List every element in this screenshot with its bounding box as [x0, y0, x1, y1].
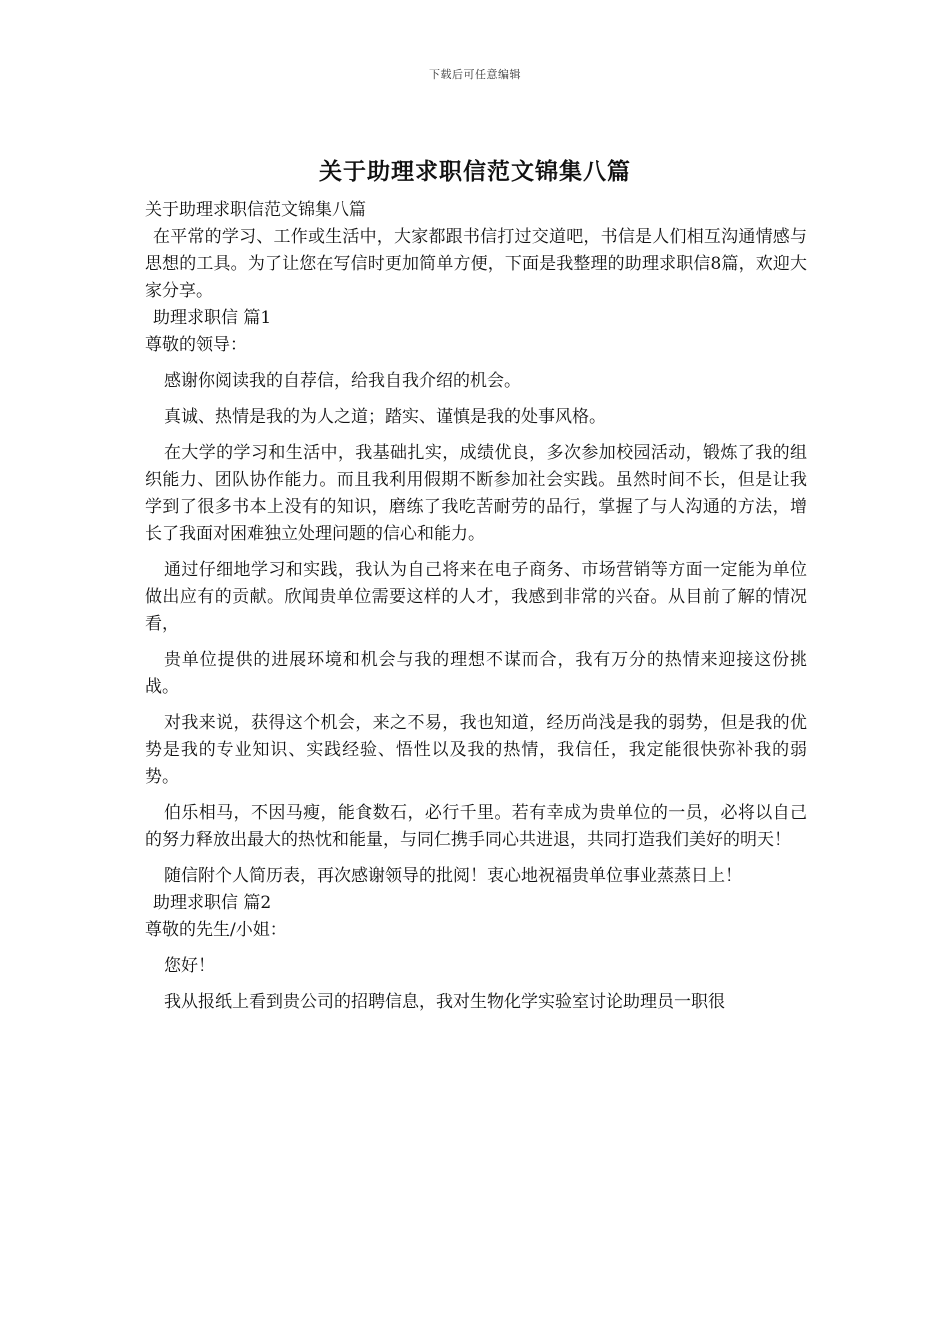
- document-body: [145, 197, 807, 1016]
- letter1-paragraph-6: 对我来说，获得这个机会，来之不易，我也知道，经历尚浅是我的弱势，但是我的优势是我的专业知识、实践经验、悟性以及我的热情，我信任，我定能很快弥补我的弱势。: [145, 713, 807, 787]
- letter2-heading: 助理求职信 篇2: [153, 893, 272, 913]
- document-subtitle: 关于助理求职信范文锦集八篇: [145, 200, 366, 220]
- page-header-note: 下载后可任意编辑: [429, 68, 521, 81]
- letter1-paragraph-3: 在大学的学习和生活中，我基础扎实，成绩优良，多次参加校园活动，锻炼了我的组织能力、团队协作能力。而且我利用假期不断参加社会实践。虽然时间不长，但是让我学到了很多书本上没有的知识，磨练了我吃苦耐劳的品行，掌握了与人沟通的方法，增长了我面对困难独立处理问题的信心和能力。: [145, 443, 807, 544]
- letter1-paragraph-5: 贵单位提供的进展环境和机会与我的理想不谋而合，我有万分的热情来迎接这份挑战。: [145, 650, 807, 697]
- letter1-salutation: 尊敬的领导：: [145, 335, 247, 355]
- letter1-paragraph-7: 伯乐相马，不因马瘦，能食数石，必行千里。若有幸成为贵单位的一员，必将以自己的努力释放出最大的热忱和能量，与同仁携手同心共进退，共同打造我们美好的明天！: [145, 803, 807, 850]
- letter1-paragraph-2: 真诚、热情是我的为人之道；踏实、谨慎是我的处事风格。: [164, 407, 606, 427]
- letter1-heading: 助理求职信 篇1: [153, 308, 272, 328]
- letter1-paragraph-1: 感谢你阅读我的自荐信，给我自我介绍的机会。: [164, 371, 521, 391]
- intro-paragraph: 在平常的学习、工作或生活中，大家都跟书信打过交道吧，书信是人们相互沟通情感与思想的工具。为了让您在写信时更加简单方便，下面是我整理的助理求职信8篇，欢迎大家分享。: [145, 227, 807, 301]
- letter2-salutation: 尊敬的先生/小姐：: [145, 920, 287, 940]
- letter1-paragraph-4: 通过仔细地学习和实践，我认为自己将来在电子商务、市场营销等方面一定能为单位做出应有的贡献。欣闻贵单位需要这样的人才，我感到非常的兴奋。从目前了解的情况看，: [145, 560, 807, 634]
- letter2-paragraph-1: 您好！: [164, 956, 215, 976]
- document-title: 关于助理求职信范文锦集八篇: [319, 158, 631, 185]
- letter2-paragraph-2: 我从报纸上看到贵公司的招聘信息，我对生物化学实验室讨论助理员一职很: [164, 992, 725, 1012]
- letter1-paragraph-8: 随信附个人简历表，再次感谢领导的批阅！衷心地祝福贵单位事业蒸蒸日上！: [164, 866, 742, 886]
